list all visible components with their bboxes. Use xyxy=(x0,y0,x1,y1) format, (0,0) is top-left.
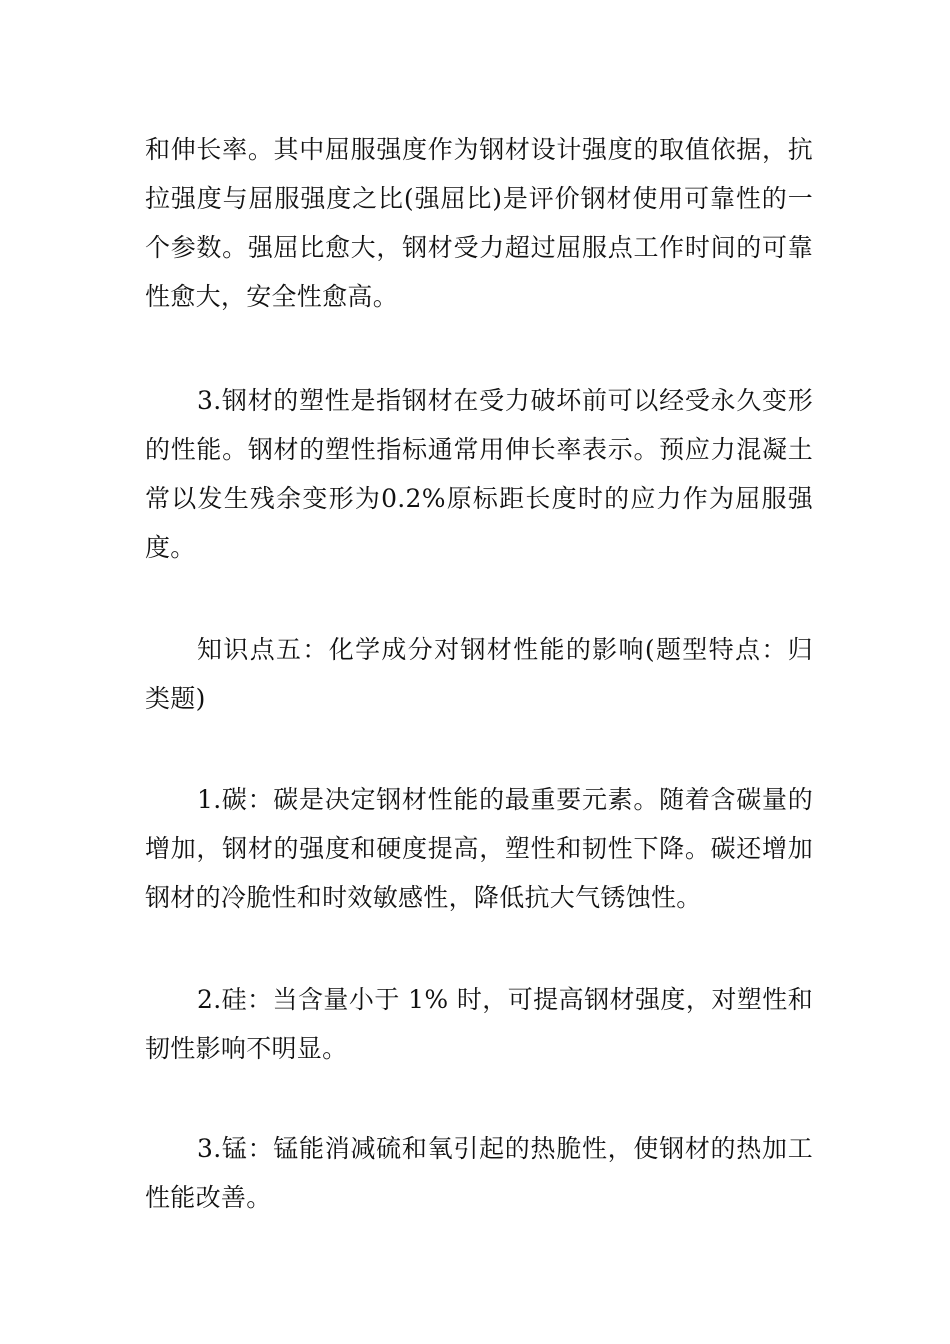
paragraph-manganese: 3.锰：锰能消减硫和氧引起的热脆性，使钢材的热加工性能改善。 xyxy=(145,1134,813,1212)
paragraph-carbon: 1.碳：碳是决定钢材性能的最重要元素。随着含碳量的增加，钢材的强度和硬度提高，塑性和韧性下降。碳还增加钢材的冷脆性和时效敏感性，降低抗大气锈蚀性。 xyxy=(145,785,813,912)
paragraph-yield-strength-ratio: 和伸长率。其中屈服强度作为钢材设计强度的取值依据，抗拉强度与屈服强度之比(强屈比)是评价钢材使用可靠性的一个参数。强屈比愈大，钢材受力超过屈服点工作时间的可靠性愈大，安全性愈高。 xyxy=(145,135,813,311)
paragraph-silicon: 2.硅：当含量小于 1% 时，可提高钢材强度，对塑性和韧性影响不明显。 xyxy=(145,985,813,1063)
section-heading-chemical-composition: 知识点五：化学成分对钢材性能的影响(题型特点：归类题) xyxy=(145,635,813,713)
paragraph-plasticity: 3.钢材的塑性是指钢材在受力破坏前可以经受永久变形的性能。钢材的塑性指标通常用伸长率表示。预应力混凝土常以发生残余变形为0.2%原标距长度时的应力作为屈服强度。 xyxy=(145,386,813,562)
